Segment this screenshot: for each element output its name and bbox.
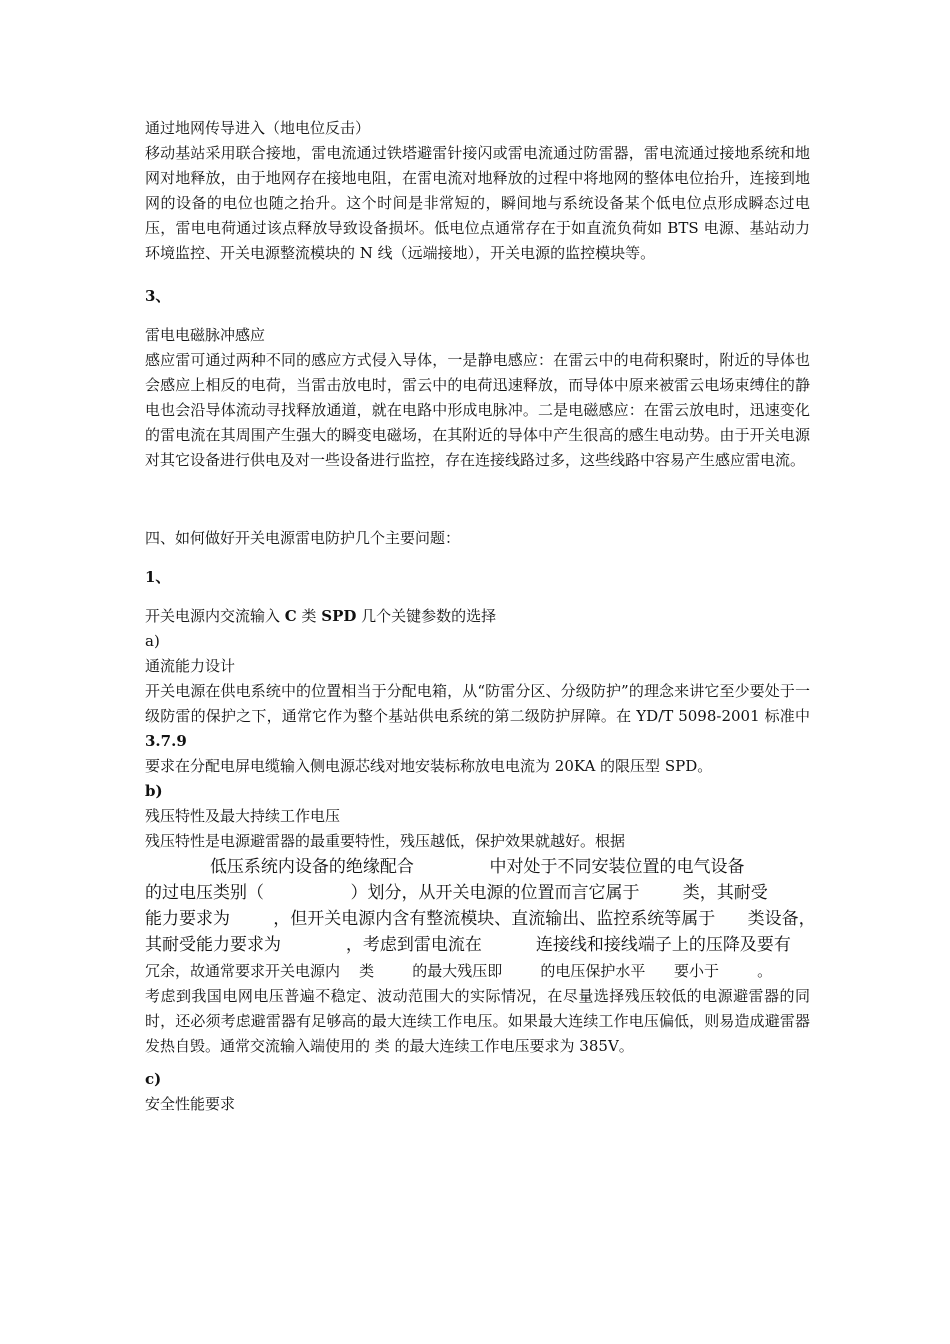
- document-page: [145, 116, 816, 1117]
- item-b-title: 残压特性及最大持续工作电压: [145, 807, 341, 825]
- paragraph-emp-body: 感应雷可通过两种不同的感应方式侵入导体，一是静电感应：在雷云中的电荷积聚时，附近的导体也会感应上相反的电荷，当雷击放电时，雷云中的电荷迅速释放，而导体中原来被雷云电场束缚住的静电也会沿导体流动寻找释放通道，就在电路中形成电脉冲。二是电磁感应：在雷云放电时，迅速变化的雷电流在其周围产生强大的瞬变电磁场，在其附近的导体中产生很高的感生电动势。由于开关电源对其它设备进行供电及对一些设备进行监控，存在连接线路过多，这些线路中容易产生感应雷电流。: [145, 351, 810, 469]
- item-c-title: 安全性能要求: [145, 1095, 236, 1113]
- item-b-line-4: 其耐受能力要求为 ，考虑到雷电流在 连接线和接线端子上的压降及要有: [145, 935, 791, 955]
- paragraph-ground-backflash-title: 通过地网传导进入（地电位反击）: [145, 119, 371, 137]
- heading-3: 3、: [145, 287, 171, 305]
- item-a-body: 开关电源在供电系统中的位置相当于分配电箱，从“防雷分区、分级防护”的理念来讲它至少要处于一级防雷的保护之下，通常它作为整个基站供电系统的第二级防护屏障。在 YD/T 5098-2001 标准中 3.7.9: [145, 682, 810, 750]
- item-a-title: 通流能力设计: [145, 657, 236, 675]
- paragraph-emp-title: 雷电电磁脉冲感应: [145, 326, 266, 344]
- item-c-label: c): [145, 1070, 162, 1088]
- item-b-body: 残压特性是电源避雷器的最重要特性，残压越低，保护效果就越好。根据: [145, 832, 626, 850]
- item-a-label: a): [145, 632, 160, 650]
- item-b-line-3: 能力要求为 ，但开关电源内含有整流模块、直流输出、监控系统等属于 类设备，: [145, 909, 816, 929]
- item-a-body-2: 要求在分配电屏电缆输入侧电源芯线对地安装标称放电电流为 20KA 的限压型 SPD。: [145, 757, 713, 775]
- paragraph-spd-params: 开关电源内交流输入 C 类 SPD 几个关键参数的选择: [145, 607, 497, 625]
- paragraph-ground-backflash-body: 移动基站采用联合接地，雷电流通过铁塔避雷针接闪或雷电流通过防雷器，雷电流通过接地系统和地网对地释放，由于地网存在接地电阻，在雷电流对地释放的过程中将地网的整体电位抬升，连接到地网的设备的电位也随之抬升。这个时间是非常短的，瞬间地与系统设备某个低电位点形成瞬态过电压，雷电电荷通过该点释放导致设备损坏。低电位点通常存在于如直流负荷如 BTS 电源、基站动力环境监控、开关电源整流模块的 N 线（远端接地），开关电源的监控模块等。: [145, 144, 810, 262]
- item-b-line-2: 的过电压类别（ ）划分，从开关电源的位置而言它属于 类，其耐受: [145, 883, 768, 903]
- item-b-body-3: 考虑到我国电网电压普遍不稳定、波动范围大的实际情况，在尽量选择残压较低的电源避雷器的同时，还必须考虑避雷器有足够高的最大连续工作电压。如果最大连续工作电压偏低，则易造成避雷器发热自毁。通常交流输入端使用的 类 的最大连续工作电压要求为 385V。: [145, 987, 810, 1055]
- section-4-heading: 四、如何做好开关电源雷电防护几个主要问题：: [145, 529, 461, 547]
- item-b-line-5: 冗余，故通常要求开关电源内 类 的最大残压即 的电压保护水平 要小于 。: [145, 962, 773, 980]
- item-b-line-1: 低压系统内设备的绝缘配合 中对处于不同安装位置的电气设备: [145, 857, 745, 877]
- empty-line: [145, 487, 810, 512]
- heading-1: 1、: [145, 568, 171, 586]
- item-b-label: b): [145, 782, 163, 800]
